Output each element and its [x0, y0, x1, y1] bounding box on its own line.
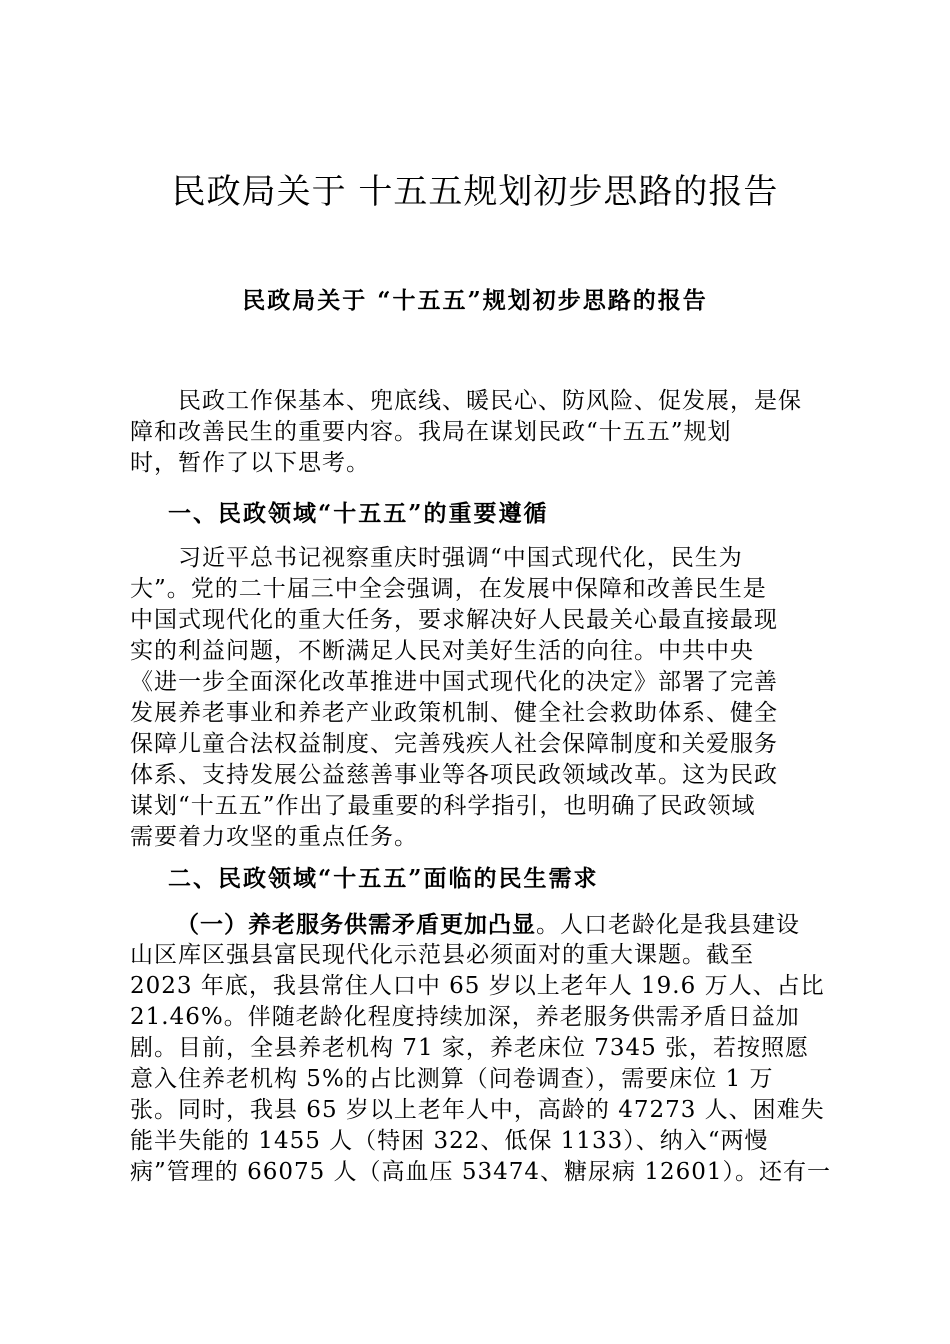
section-1-line: 谋划“十五五”作出了最重要的科学指引，也明确了民政领域 [130, 793, 756, 819]
section-2-line: 张。同时，我县 65 岁以上老年人中，高龄的 47273 人、困难失 [130, 1097, 825, 1123]
section-2-line: 能半失能的 1455 人（特困 322、低保 1133）、纳入“两慢 [130, 1128, 769, 1154]
section-2-line: 意入住养老机构 5%的占比测算（问卷调查），需要床位 1 万 [130, 1066, 774, 1092]
section-2-heading: 二、民政领域“十五五”面临的民生需求 [168, 865, 599, 892]
section-2-line: 病”管理的 66075 人（高血压 53474、糖尿病 12601）。还有一 [130, 1159, 832, 1185]
intro-line: 民政工作保基本、兜底线、暖民心、防风险、促发展，是保 [130, 388, 802, 414]
section-2-first-line [130, 909, 830, 940]
section-1-heading: 一、民政领域“十五五”的重要遵循 [168, 500, 549, 527]
section-1-line: 发展养老事业和养老产业政策机制、健全社会救助体系、健全 [130, 700, 778, 726]
document-title: 民政局关于 十五五规划初步思路的报告 [171, 172, 779, 212]
section-2-paragraph [130, 909, 830, 1188]
section-1-line: 习近平总书记视察重庆时强调“中国式现代化，民生为 [130, 545, 743, 571]
section-1-line: 体系、支持发展公益慈善事业等各项民政领域改革。这为民政 [130, 762, 778, 788]
section-1-line: 保障儿童合法权益制度、完善残疾人社会保障制度和关爱服务 [130, 731, 778, 757]
section-2-line: 21.46%。伴随老龄化程度持续加深，养老服务供需矛盾日益加 [130, 1004, 800, 1030]
section-1-line: 中国式现代化的重大任务，要求解决好人民最关心最直接最现 [130, 607, 778, 633]
intro-paragraph [130, 386, 830, 479]
section-2-line: 2023 年底，我县常住人口中 65 岁以上老年人 19.6 万人、占比 [130, 973, 825, 999]
section-1-line: 实的利益问题，不断满足人民对美好生活的向往。中共中央 [130, 638, 754, 664]
document-subtitle: 民政局关于 “十五五”规划初步思路的报告 [242, 287, 708, 314]
section-2-line: 剧。目前，全县养老机构 71 家，养老床位 7345 张，若按照愿 [130, 1035, 810, 1061]
intro-line: 时，暂作了以下思考。 [130, 450, 370, 476]
section-1-line: 《进一步全面深化改革推进中国式现代化的决定》部署了完善 [130, 669, 778, 695]
section-1-line: 大”。党的二十届三中全会强调，在发展中保障和改善民生是 [130, 576, 767, 602]
intro-line: 障和改善民生的重要内容。我局在谋划民政“十五五”规划 [130, 419, 732, 445]
section-2-first-rest: 。人口老龄化是我县建设 [536, 912, 800, 938]
subsection-1-lead: （一）养老服务供需矛盾更加凸显 [176, 911, 536, 938]
section-1-paragraph [130, 543, 830, 853]
section-2-line: 山区库区强县富民现代化示范县必须面对的重大课题。截至 [130, 942, 754, 968]
section-1-line: 需要着力攻坚的重点任务。 [130, 824, 418, 850]
